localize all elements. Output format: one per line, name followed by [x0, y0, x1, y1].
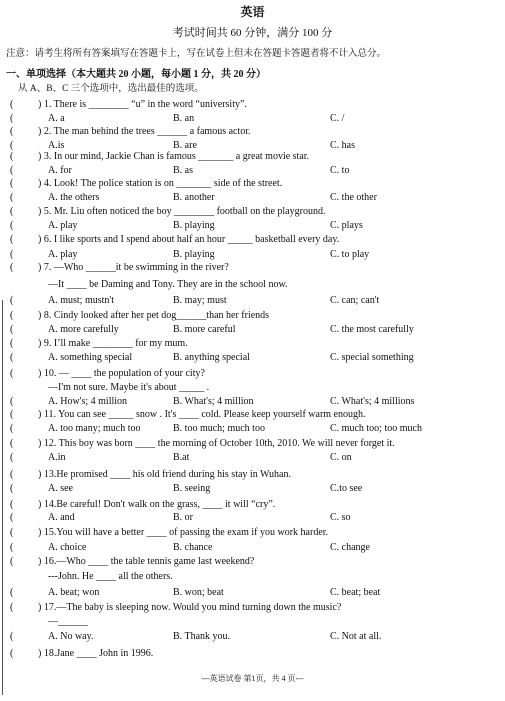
question-continuation-row: [0, 572, 505, 584]
option-a: A. see: [48, 483, 73, 494]
option-c: C. on: [330, 452, 352, 463]
answer-paren: (: [10, 324, 14, 335]
option-b: B. What's; 4 million: [173, 396, 254, 407]
answer-paren: (: [10, 499, 14, 510]
question-row: [0, 339, 505, 351]
option-c: C. to: [330, 165, 350, 176]
question-row: [0, 179, 505, 191]
question-text: ) 17.—The baby is sleeping now. Would you mind turning down the music?: [38, 602, 342, 613]
question-continuation: —It ____ be Daming and Tony. They are in the school now.: [48, 279, 288, 290]
option-c: C. change: [330, 542, 370, 553]
notice-text: 注意：请考生将所有答案填写在答题卡上，写在试卷上但未在答题卡答题者将不计入总分。: [6, 49, 387, 59]
option-c: C. beat; beat: [330, 587, 381, 598]
option-c: C. /: [330, 113, 345, 124]
option-c: C. much too; too much: [330, 423, 422, 434]
answer-paren: (: [10, 542, 14, 553]
answer-paren: (: [10, 126, 14, 137]
question-text: ) 7. —Who ______it be swimming in the river?: [38, 262, 229, 273]
question-row: [0, 410, 505, 422]
options-row: [0, 453, 505, 465]
option-a: A. for: [48, 165, 72, 176]
options-row: [0, 632, 505, 644]
answer-paren: (: [10, 368, 14, 379]
option-a: A. must; mustn't: [48, 295, 114, 306]
answer-paren: (: [10, 409, 14, 420]
option-c: C. can; can't: [330, 295, 380, 306]
question-text: ) 15.You will have a better ____ of passing the exam if you work harder.: [38, 527, 329, 538]
question-row: [0, 500, 505, 512]
options-row: [0, 353, 505, 365]
options-row: [0, 325, 505, 337]
answer-paren: (: [10, 648, 14, 659]
option-b: B. may; must: [173, 295, 227, 306]
question-text: ) 2. The man behind the trees ______ a famous actor.: [38, 126, 251, 137]
question-text: ) 8. Cindy looked after her pet dog______than her friends: [38, 310, 270, 321]
option-a: A. and: [48, 512, 75, 523]
option-c: C. special something: [330, 352, 414, 363]
option-a: A. beat; won: [48, 587, 100, 598]
option-c: C. Not at all.: [330, 631, 382, 642]
question-row: [0, 649, 505, 661]
answer-paren: (: [10, 338, 14, 349]
question-row: [0, 369, 505, 381]
page-footer: ---英语试卷 第1页，共 4 页---: [201, 674, 304, 683]
answer-paren: (: [10, 631, 14, 642]
option-c: C.to see: [330, 483, 363, 494]
question-continuation: ---John. He ____ all the others.: [48, 571, 173, 582]
answer-paren: (: [10, 512, 14, 523]
answer-paren: (: [10, 151, 14, 162]
question-text: ) 18.Jane ____ John in 1996.: [38, 648, 154, 659]
option-b: B. anything special: [173, 352, 250, 363]
option-b: B. as: [173, 165, 193, 176]
question-row: [0, 263, 505, 275]
question-text: ) 9. I’ll make ________ for my mum.: [38, 338, 188, 349]
option-b: B. another: [173, 192, 215, 203]
options-row: [0, 221, 505, 233]
option-a: A. something special: [48, 352, 133, 363]
answer-paren: (: [10, 140, 14, 151]
answer-paren: (: [10, 587, 14, 598]
answer-paren: (: [10, 206, 14, 217]
option-b: B. playing: [173, 220, 215, 231]
answer-paren: (: [10, 527, 14, 538]
question-row: [0, 127, 505, 139]
option-a: A.is: [48, 140, 65, 151]
options-row: [0, 296, 505, 308]
option-b: B. more careful: [173, 324, 236, 335]
answer-paren: (: [10, 113, 14, 124]
option-c: C. to play: [330, 249, 370, 260]
option-b: B.at: [173, 452, 190, 463]
options-row: [0, 513, 505, 525]
question-text: ) 10. — ____ the population of your city?: [38, 368, 205, 379]
options-row: [0, 193, 505, 205]
answer-paren: (: [10, 234, 14, 245]
question-continuation-row: [0, 280, 505, 292]
answer-paren: (: [10, 483, 14, 494]
option-b: B. an: [173, 113, 195, 124]
options-row: [0, 484, 505, 496]
option-c: C. the other: [330, 192, 377, 203]
option-b: B. chance: [173, 542, 213, 553]
options-row: [0, 588, 505, 600]
option-c: C. the most carefully: [330, 324, 414, 335]
exam-info: 考试时间共 60 分钟，满分 100 分: [172, 27, 333, 39]
answer-paren: (: [10, 165, 14, 176]
option-a: A. play: [48, 249, 78, 260]
question-text: ) 4. Look! The police station is on _______ side of the street.: [38, 178, 283, 189]
answer-paren: (: [10, 99, 14, 110]
option-a: A. How's; 4 million: [48, 396, 128, 407]
options-row: [0, 543, 505, 555]
option-a: A. the others: [48, 192, 100, 203]
question-text: ) 5. Mr. Liu often noticed the boy ________ football on the playground.: [38, 206, 326, 217]
options-row: [0, 397, 505, 409]
question-row: [0, 439, 505, 451]
question-row: [0, 557, 505, 569]
option-a: A. play: [48, 220, 78, 231]
answer-paren: (: [10, 438, 14, 449]
answer-paren: (: [10, 295, 14, 306]
option-b: B. seeing: [173, 483, 211, 494]
question-row: [0, 603, 505, 615]
answer-paren: (: [10, 192, 14, 203]
answer-paren: (: [10, 352, 14, 363]
option-a: A. choice: [48, 542, 87, 553]
option-c: C. What's; 4 millions: [330, 396, 415, 407]
option-b: B. or: [173, 512, 193, 523]
question-continuation-row: [0, 383, 505, 395]
answer-paren: (: [10, 556, 14, 567]
options-row: [0, 424, 505, 436]
question-row: [0, 528, 505, 540]
question-row: [0, 311, 505, 323]
answer-paren: (: [10, 249, 14, 260]
page-title: 英语: [240, 5, 265, 19]
question-continuation: —I'm not sure. Maybe it's about _____ .: [48, 382, 210, 393]
options-row: [0, 114, 505, 126]
question-text: ) 3. In our mind, Jackie Chan is famous _______ a great movie star.: [38, 151, 310, 162]
question-row: [0, 235, 505, 247]
option-b: B. won; beat: [173, 587, 224, 598]
answer-paren: (: [10, 469, 14, 480]
answer-paren: (: [10, 396, 14, 407]
question-text: ) 12. This boy was born ____ the morning of October 10th, 2010. We will never forget it.: [38, 438, 395, 449]
answer-paren: (: [10, 220, 14, 231]
question-continuation-row: [0, 617, 505, 629]
question-text: ) 6. I like sports and I spend about half an hour _____ basketball every day.: [38, 234, 340, 245]
option-c: C. has: [330, 140, 355, 151]
option-a: A. No way.: [48, 631, 94, 642]
option-b: B. Thank you.: [173, 631, 231, 642]
answer-paren: (: [10, 178, 14, 189]
question-row: [0, 470, 505, 482]
option-a: A. too many; much too: [48, 423, 141, 434]
option-b: B. playing: [173, 249, 215, 260]
question-text: ) 16.—Who ____ the table tennis game last weekend?: [38, 556, 255, 567]
option-a: A. more carefully: [48, 324, 119, 335]
answer-paren: (: [10, 423, 14, 434]
option-c: C. plays: [330, 220, 363, 231]
options-row: [0, 250, 505, 262]
section-heading: 一、单项选择（本大题共 20 小题，每小题 1 分，共 20 分）: [6, 69, 266, 80]
question-text: ) 1. There is ________ “u” in the word “university”.: [38, 99, 247, 110]
option-a: A. a: [48, 113, 65, 124]
answer-paren: (: [10, 452, 14, 463]
answer-paren: (: [10, 310, 14, 321]
answer-paren: (: [10, 602, 14, 613]
option-b: B. are: [173, 140, 197, 151]
option-b: B. too much; much too: [173, 423, 265, 434]
question-row: [0, 207, 505, 219]
option-a: A.in: [48, 452, 66, 463]
question-text: ) 13.He promised ____ his old friend during his stay in Wuhan.: [38, 469, 291, 480]
question-row: [0, 152, 505, 164]
instruction-text: 从 A、B、C 三个选项中，选出最佳的选项。: [18, 84, 204, 94]
question-continuation: —______: [48, 616, 88, 627]
question-text: ) 14.Be careful! Don't walk on the grass, ____ it will “cry”.: [38, 499, 276, 510]
option-c: C. so: [330, 512, 351, 523]
options-row: [0, 166, 505, 178]
question-text: ) 11. You can see _____ snow . It's ____ cold. Please keep yourself warm enough.: [38, 409, 366, 420]
question-row: [0, 100, 505, 112]
answer-paren: (: [10, 262, 14, 273]
